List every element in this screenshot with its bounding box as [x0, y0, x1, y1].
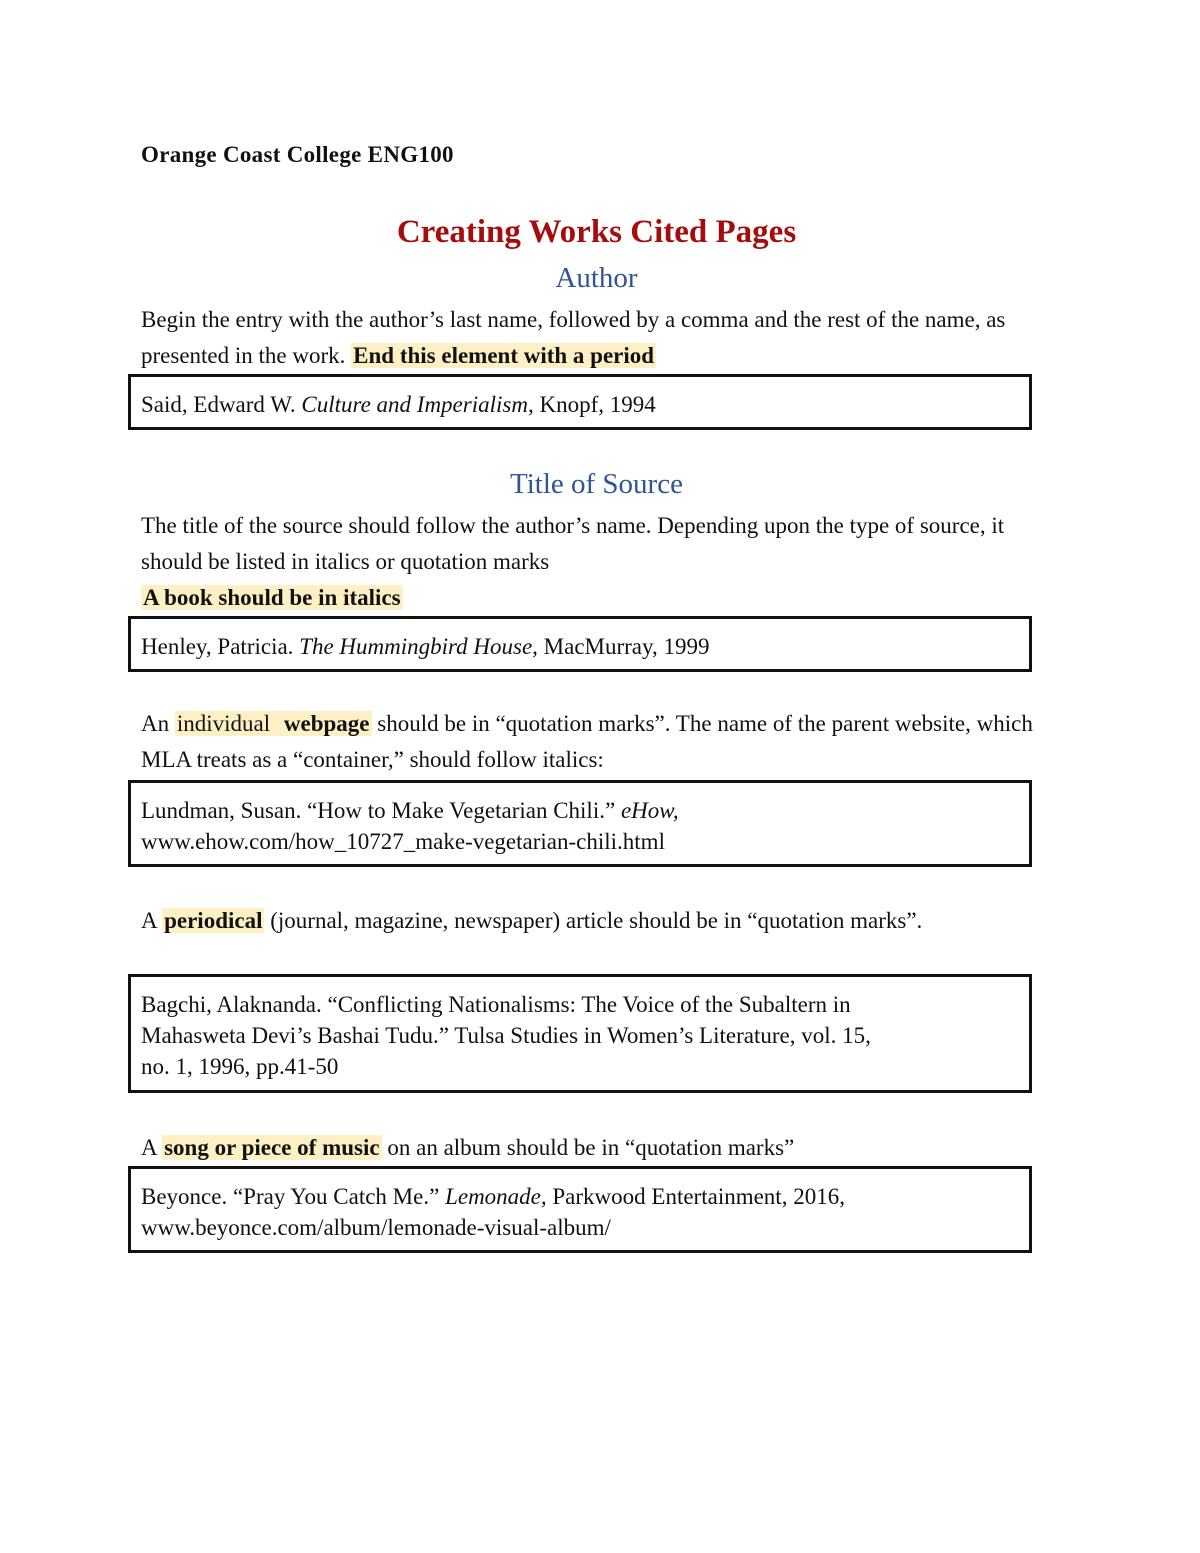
webpage-example-before: Lundman, Susan. “How to Make Vegetarian Chili.” [141, 798, 621, 823]
song-example-url: www.beyonce.com/album/lemonade-visual-album/ [141, 1215, 611, 1240]
song-highlight: song or piece of music [164, 1135, 380, 1160]
author-heading: Author [555, 262, 638, 294]
book-highlight: A book should be in italics [143, 585, 401, 610]
book-example-box [128, 616, 1032, 672]
song-prefix: A [141, 1135, 163, 1160]
author-instructions [141, 302, 1051, 374]
author-example-box [128, 374, 1032, 430]
book-example-before: Henley, Patricia. [141, 634, 300, 659]
webpage-example-box [128, 780, 1032, 867]
webpage-example-italic: eHow, [620, 798, 679, 823]
author-example-before: Said, Edward W. [141, 392, 302, 417]
periodical-prefix: A [141, 908, 163, 933]
author-example-italic: Culture and Imperialism, [301, 392, 534, 417]
periodical-highlight: periodical [164, 908, 263, 933]
webpage-example-url: www.ehow.com/how_10727_make-vegetarian-chili.html [141, 829, 665, 854]
course-header: Orange Coast College ENG100 [141, 142, 454, 167]
webpage-highlight-individual: individual [176, 711, 271, 736]
webpage-highlight-webpage: webpage [283, 711, 370, 736]
book-note [141, 580, 1051, 616]
periodical-example-line3: no. 1, 1996, pp.41-50 [141, 1054, 339, 1079]
periodical-example-line2: Mahasweta Devi’s Bashai Tudu.” Tulsa Studies in Women’s Literature, vol. 15, [141, 1023, 871, 1048]
author-example-after: Knopf, 1994 [533, 392, 656, 417]
periodical-example-box [128, 974, 1032, 1093]
webpage-example-line1 [141, 795, 1029, 826]
webpage-prefix: An [141, 711, 175, 736]
webpage-instructions [141, 706, 1051, 778]
title-instructions: The title of the source should follow the author’s name. Depending upon the type of source, it should be listed in italics or quotation marks [141, 513, 1005, 574]
book-example-italic: The Hummingbird House, [299, 634, 538, 659]
title-of-source-heading: Title of Source [510, 468, 683, 500]
page-title: Creating Works Cited Pages [396, 214, 797, 250]
song-example-line1 [141, 1181, 1029, 1212]
webpage-rest: should be in “quotation marks”. The name of the parent website, which MLA treats as a “container,” should follow italics: [141, 711, 1033, 772]
author-instructions-text: Begin the entry with the author’s last name, followed by a comma and the rest of the name, as presented in the work. [141, 307, 1006, 368]
song-example-before: Beyonce. “Pray You Catch Me.” [141, 1184, 446, 1209]
book-example-after: MacMurray, 1999 [537, 634, 710, 659]
song-example-italic: Lemonade, [445, 1184, 547, 1209]
song-rest: on an album should be in “quotation marks” [381, 1135, 795, 1160]
song-instructions [141, 1130, 1051, 1166]
periodical-example-line1: Bagchi, Alaknanda. “Conflicting Nationalisms: The Voice of the Subaltern in [141, 992, 851, 1017]
periodical-instructions [141, 903, 1051, 939]
song-example-after: Parkwood Entertainment, 2016, [546, 1184, 845, 1209]
periodical-rest: (journal, magazine, newspaper) article should be in “quotation marks”. [264, 908, 923, 933]
song-example-box [128, 1166, 1032, 1253]
author-highlight: End this element with a period [353, 343, 655, 368]
